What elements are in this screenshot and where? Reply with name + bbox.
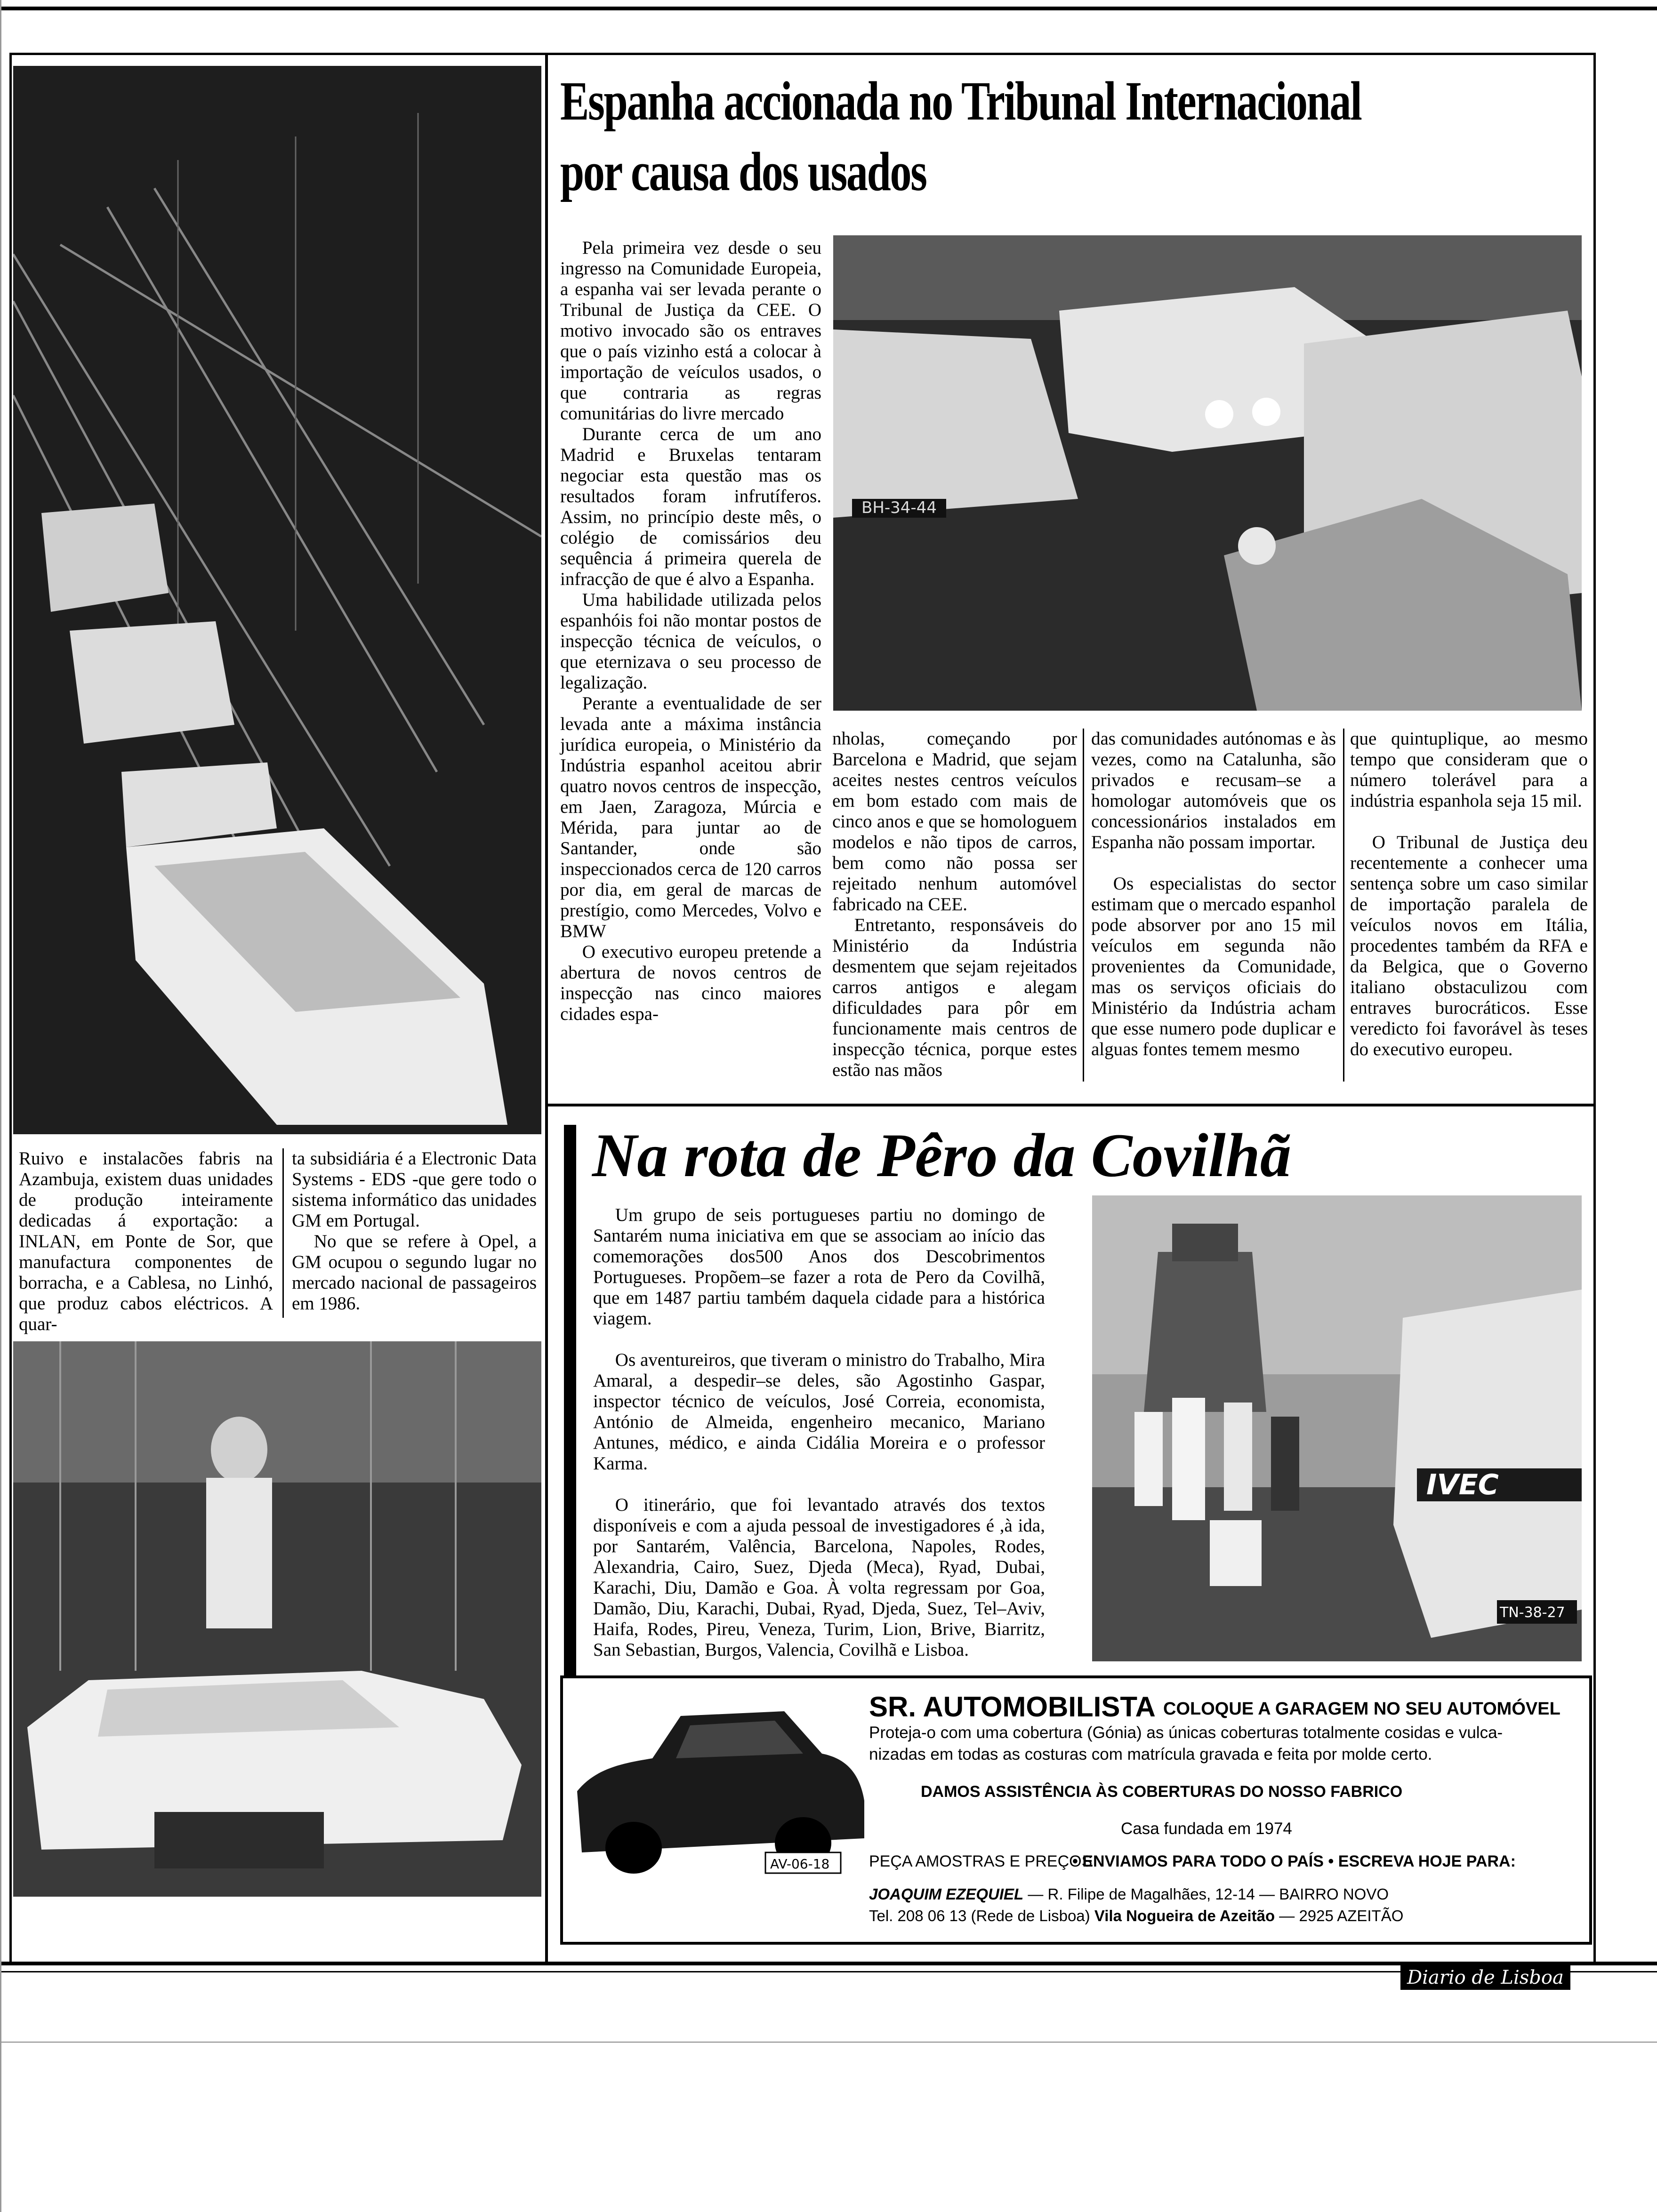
spain-col2-p1: nholas, começando por Barcelona e Madrid, que sejam aceites nestes centros veículos em bom estado com mais de cinco anos e que se homologuem modelos e não tipos de carros, bem como não possa ser rejeitado nenhum automóvel fabricado na CEE. (832, 729, 1077, 914)
spain-headline-line1: Espanha accionada no Tribunal Internacional (560, 70, 1361, 132)
covilha-headline: Na rota de Pêro da Covilhã (592, 1121, 1291, 1190)
spain-col2 (832, 729, 1077, 1081)
advert-founded: Casa fundada em 1974 (1121, 1819, 1292, 1838)
advert-car-image (568, 1697, 869, 1895)
expedition-illustration (1092, 1195, 1582, 1661)
car-factory-illustration (13, 1341, 541, 1897)
right-section-rule (545, 1104, 1596, 1106)
spain-col3-p2: Os especialistas do sector estimam que o mercado espanhol pode absorver por ano 15 mil veículos em segunda não provenientes da Comunidade, mas os serviços oficiais do Ministério da Indústria acham que esse numero pode duplicar e alguas fontes temem mesmo (1091, 874, 1336, 1059)
used-cars-photo (833, 235, 1582, 711)
left-article-col1 (19, 1148, 273, 1335)
expedition-plate: TN-38-27 (1500, 1604, 1565, 1621)
covilha-side-bar (564, 1125, 576, 1675)
assembly-line-photo (13, 66, 541, 1134)
frame-right-rule (1593, 53, 1596, 1964)
advert-title-tail: COLOQUE A GARAGEM NO SEU AUTOMÓVEL (1163, 1699, 1560, 1719)
top-rule (0, 7, 1657, 10)
spain-col1-p3: Uma habilidade utilizada pelos espanhóis foi não montar postos de inspecção técnica de veículos, o que eternizava o seu processo de legalização. (560, 590, 821, 693)
left-col-divider (282, 1148, 284, 1318)
used-cars-illustration (833, 235, 1582, 711)
advert-town: Vila Nogueira de Azeitão (1094, 1907, 1275, 1924)
spain-col1-p4: Perante a eventualidade de ser levada ante a máxima instância jurídica europeia, o Ministério da Indústria espanhol aceitou abrir quatro novos centros de inspecção, em Jaen, Zaragoza, Múrcia e Mérida, para juntar ao de Santander, onde são inspeccionados cerca de 120 carros por dia, em geral de marcas de prestígio, como Mercedes, Volvo e BMW (560, 693, 821, 941)
spain-col2-p2: Entretanto, responsáveis do Ministério da Indústria desmentem que sejam rejeitados carros antigos e alegam dificuldades para pôr em funcionamente mais centros de inspecção técnica, porque estes estão nas mãos (832, 915, 1077, 1080)
spain-col4 (1350, 729, 1588, 1060)
left-col1-text: Ruivo e instalacões fabris na Azambuja, existem duas unidades de produção inteiramente dedicadas á exportação: a INLAN, em Ponte de Sor, que manufactura componentes de borracha, e a Cablesa, no Linhó, que produz cabos eléctricos. A quar- (19, 1148, 273, 1334)
advert-title: SR. AUTOMOBILISTA (869, 1691, 1156, 1723)
covilha-p1: Um grupo de seis portugueses partiu no domingo de Santarém numa iniciativa em que se associam ao início das comemorações dos500 Anos dos Descobrimentos Portugueses. Propõem–se fazer a rota de Pero da Covilhã, que em 1487 partiu também daquela cidade para a histórica viagem. (593, 1205, 1045, 1329)
frame-left-rule (9, 53, 12, 1964)
covilha-p3: O itinerário, que foi levantado através dos textos disponíveis e com a ajuda pessoal de investigadores é ,à ida, por Santarém, Valência, Barcelona, Napoles, Rodes, Alexandria, Cairo, Suez, Djeda (Meca), Ryad, Dubai, Karachi, Diu, Damão e Goa. À volta regressam por Goa, Damão, Diu, Karachi, Dubai, Ryad, Djeda, Suez, Tel–Aviv, Haifa, Rodes, Pireu, Veneza, Turim, Lion, Brive, Biarritz, San Sebastian, Burgos, Valencia, Covilhã e Lisboa. (593, 1495, 1045, 1660)
spain-col4-p2: O Tribunal de Justiça deu recentemente a conhecer uma sentença sobre um caso similar de importação paralela de veículos novos em Itália, procedentes também da RFA e da Belgica, que o Governo italiano obstaculizou com entraves burocráticos. Esse veredicto foi favorável às teses do executivo europeu. (1350, 832, 1588, 1059)
expedition-photo (1092, 1195, 1582, 1661)
car-factory-photo (13, 1341, 541, 1897)
spain-col1-p5: O executivo europeu pretende a abertura de novos centros de inspecção nas cinco maiores cidades espa- (560, 942, 821, 1024)
spain-headline-line2: por causa dos usados (560, 141, 926, 202)
advert-order-b: • ENVIAMOS PARA TODO O PAÍS • ESCREVA HOJE PARA: (1072, 1852, 1516, 1870)
advert-addr-name: JOAQUIM EZEQUIEL (869, 1885, 1024, 1903)
left-col2b-text: No que se refere à Opel, a GM ocupou o segundo lugar no mercado nacional de passageiros em 1986. (292, 1231, 537, 1314)
advert-postcode: — 2925 AZEITÃO (1279, 1907, 1404, 1924)
advert-addr-rest: — R. Filipe de Magalhães, 12-14 — BAIRRO NOVO (1028, 1885, 1389, 1903)
covilha-p2: Os aventureiros, que tiveram o ministro do Trabalho, Mira Amaral, a despedir–se deles, são Agostinho Gaspar, inspector técnico de veículos, José Correia, economista, António de Almeida, engenheiro mecanico, Mariano Antunes, médico, e ainda Cidália Moreira e o professor Karma. (593, 1350, 1045, 1474)
used-cars-plate: BH-34-44 (861, 498, 937, 517)
advert-car-plate: AV-06-18 (770, 1856, 830, 1872)
advert-tel: Tel. 208 06 13 (Rede de Lisboa) (869, 1907, 1090, 1924)
spain-col4-p1: que quintuplique, ao mesmo tempo que consideram que o número tolerável para a indústria espanhola seja 15 mil. (1350, 729, 1588, 811)
bottom-rule (0, 1962, 1657, 1965)
page-left-edge (0, 0, 1, 2212)
spain-col3 (1091, 729, 1336, 1060)
advert-order-a: PEÇA AMOSTRAS E PREÇOS (869, 1852, 1093, 1870)
spain-col1 (560, 238, 821, 1025)
advert-phone-line (869, 1907, 1403, 1925)
frame-top-rule (9, 53, 1596, 55)
spain-col1-p1: Pela primeira vez desde o seu ingresso na Comunidade Europeia, a espanha vai ser levada perante o Tribunal de Justiça da CEE. O motivo invocado são os entraves que o país vizinho está a colocar à importação de veículos usados, o que contraria as regras comunitárias do livre mercado (560, 238, 821, 424)
assembly-line-illustration (13, 66, 541, 1134)
spain-col1-p2: Durante cerca de um ano Madrid e Bruxelas tentaram negociar esta questão mas os resultados foram infrutíferos. Assim, no princípio deste mês, o colégio de comissários deu sequência á primeira querela de infracção de que é alvo a Espanha. (560, 424, 821, 589)
advert-line2: nizadas em todas as costuras com matrícula gravada e feita por molde certo. (869, 1745, 1432, 1763)
masthead: Diario de Lisboa (1400, 1965, 1570, 1990)
left-article-col2 (292, 1148, 537, 1314)
covered-car-icon (568, 1697, 869, 1895)
page-fold-line (0, 2042, 1657, 2043)
spain-col3-p1: das comunidades autónomas e às vezes, como na Catalunha, são privados e recusam–se a homologar automóveis que os concessionários instalados em Espanha não possam importar. (1091, 729, 1336, 852)
car-cover-advert (560, 1675, 1592, 1945)
spain-col-divider-1 (1083, 729, 1084, 1082)
left-col2a-text: ta subsidiária é a Electronic Data Systems - EDS -que gere todo o sistema informático das unidades GM em Portugal. (292, 1148, 537, 1231)
advert-line1: Proteja-o com uma cobertura (Gónia) as únicas coberturas totalmente cosidas e vulca- (869, 1723, 1503, 1742)
advert-assist: DAMOS ASSISTÊNCIA ÀS COBERTURAS DO NOSSO FABRICO (921, 1783, 1403, 1801)
advert-address-line (869, 1885, 1389, 1903)
expedition-truck-text: IVEC (1426, 1468, 1499, 1501)
center-column-rule (545, 53, 548, 1964)
covilha-text (593, 1205, 1045, 1660)
spain-col-divider-2 (1343, 729, 1344, 1082)
